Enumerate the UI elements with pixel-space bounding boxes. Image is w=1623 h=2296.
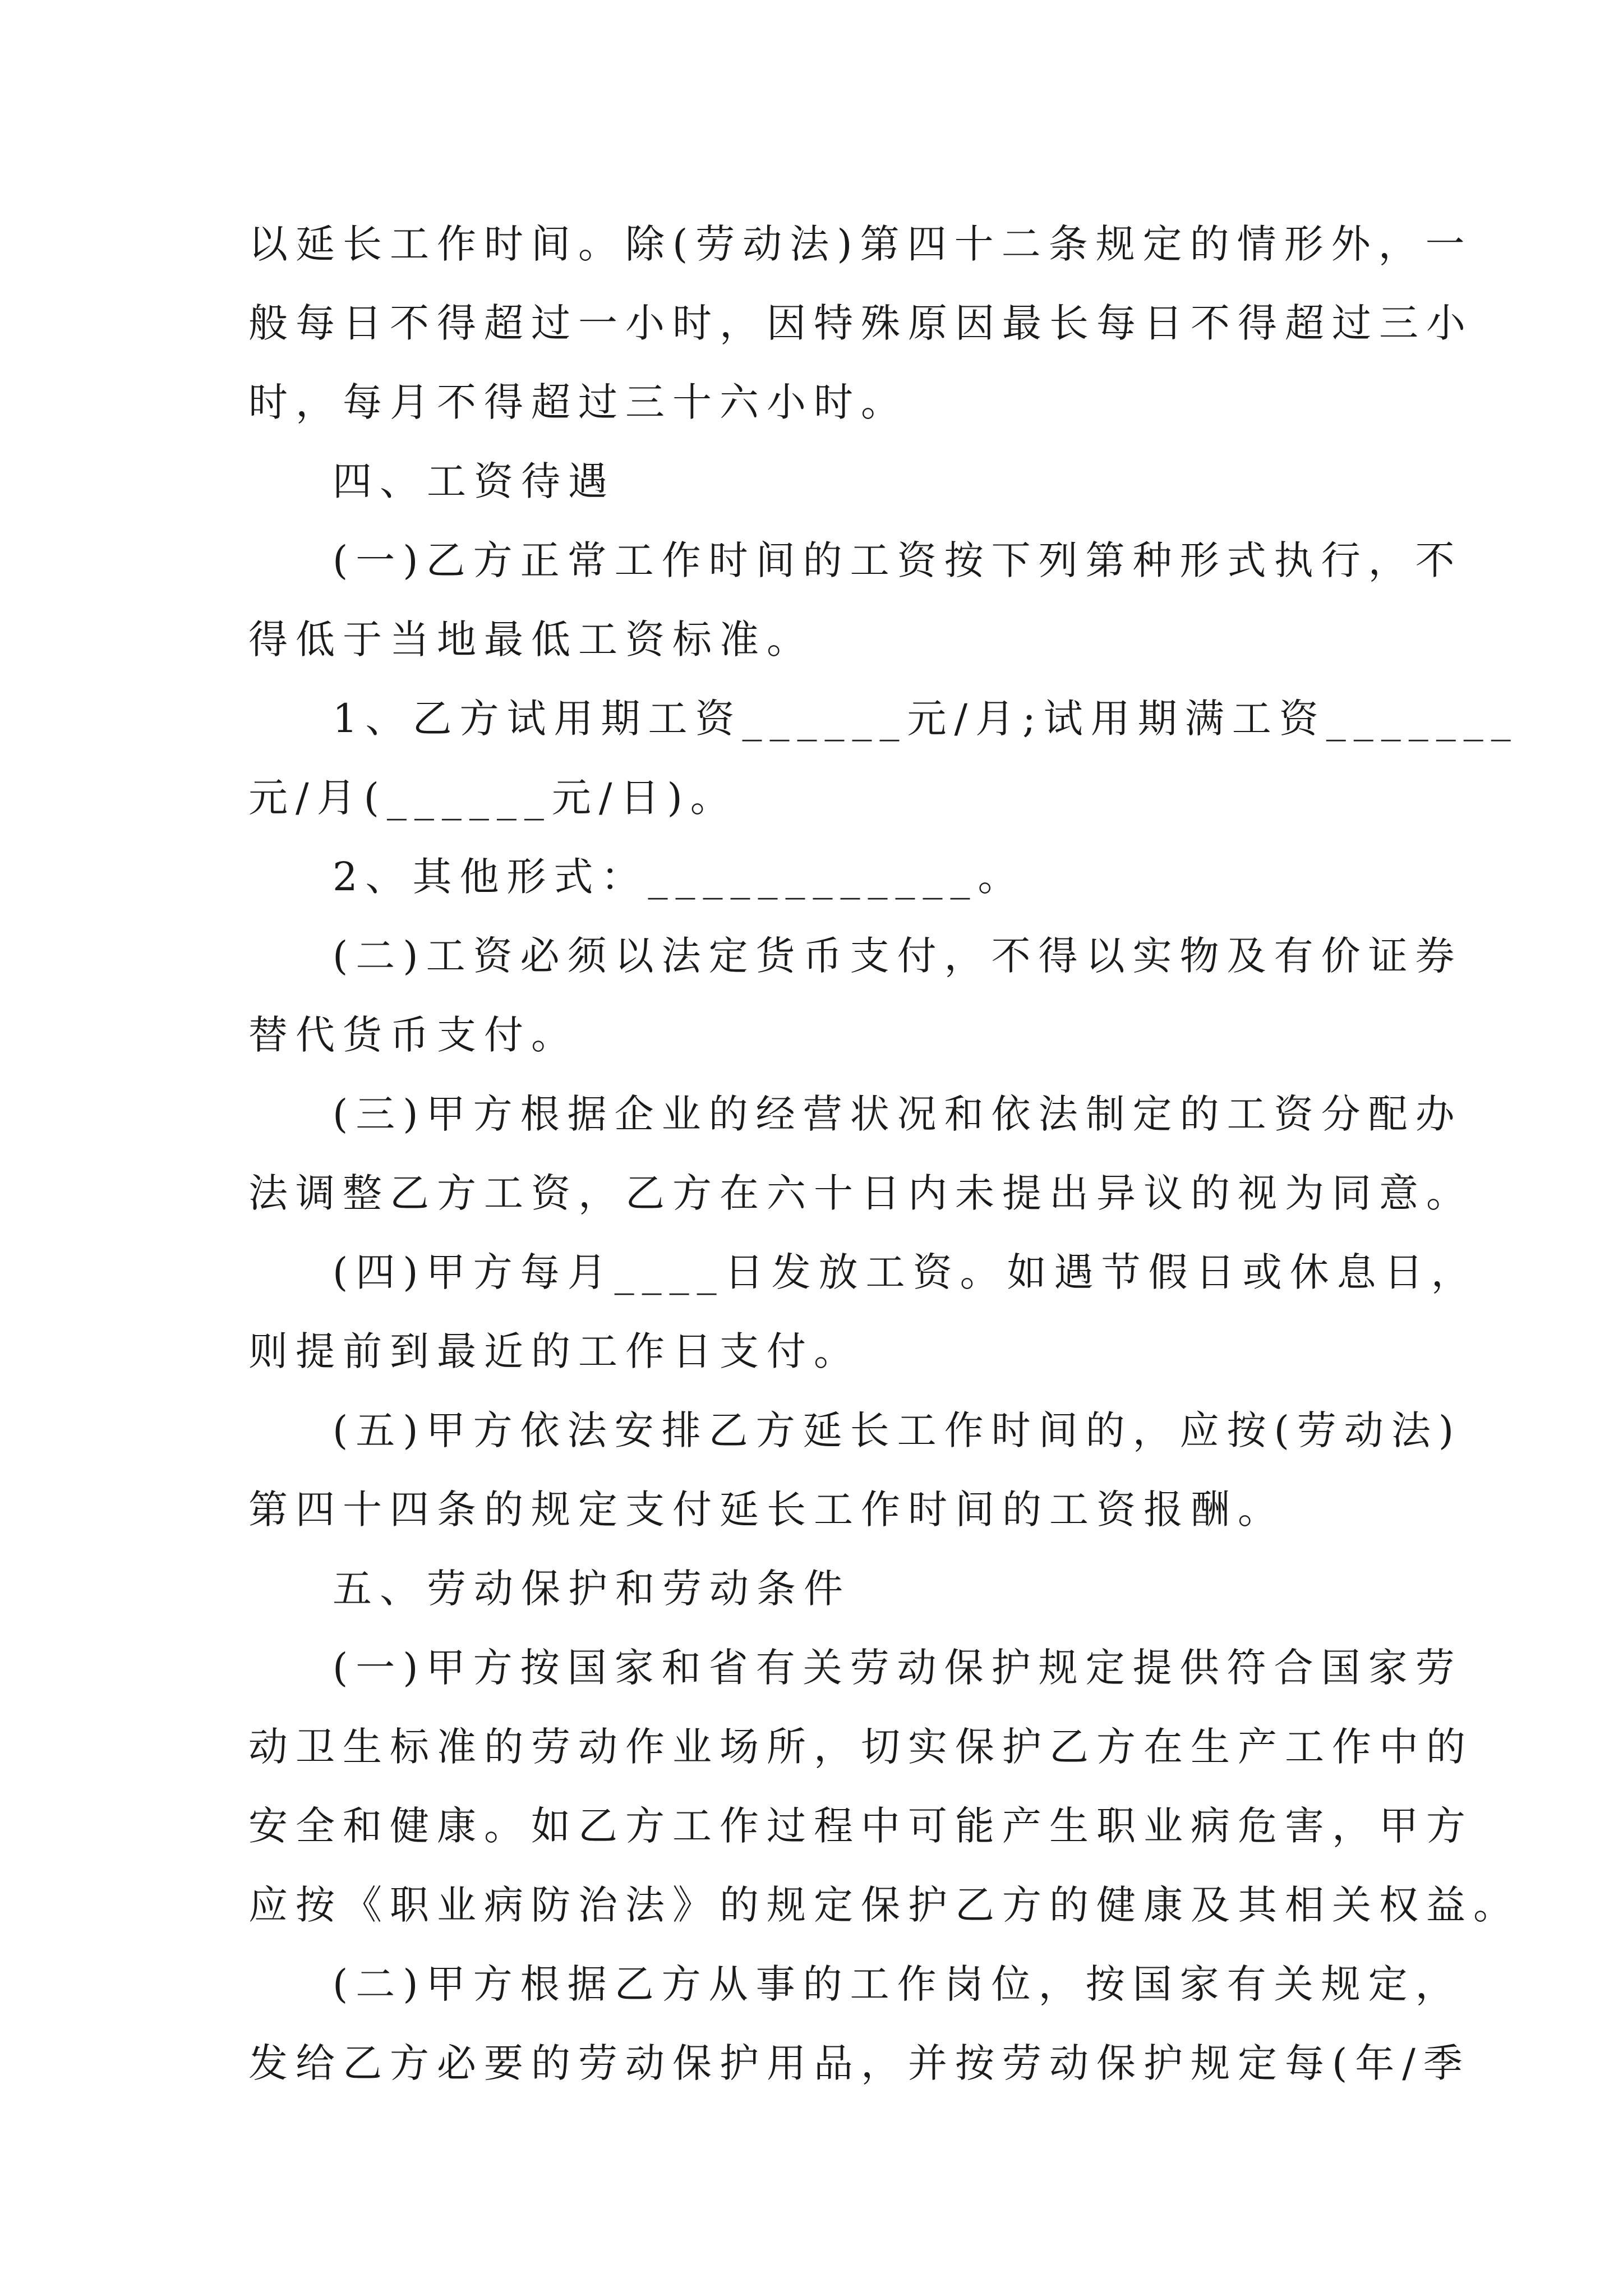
text-line: 则提前到最近的工作日支付。 [248,1328,861,1374]
text-line: 元/月(______元/日)。 [248,775,737,821]
text-line: 安全和健康。如乙方工作过程中可能产生职业病危害，甲方 [248,1803,1473,1849]
text-line: (四)甲方每月____日发放工资。如遇节假日或休息日， [333,1249,1478,1295]
text-line: 得低于当地最低工资标准。 [248,616,814,662]
text-line: 时，每月不得超过三十六小时。 [248,379,908,425]
text-line: (五)甲方依法安排乙方延长工作时间的，应按(劳动法) [333,1407,1462,1453]
text-line: (一)甲方按国家和省有关劳动保护规定提供符合国家劳 [333,1645,1463,1691]
document-body [248,205,1520,2103]
text-line: (二)甲方根据乙方从事的工作岗位，按国家有关规定， [333,1961,1463,2007]
text-line: 发给乙方必要的劳动保护用品，并按劳动保护规定每(年/季 [248,2040,1470,2086]
text-line: 般每日不得超过一小时，因特殊原因最长每日不得超过三小 [248,300,1473,346]
text-line: 替代货币支付。 [248,1012,578,1058]
text-line: (二)工资必须以法定货币支付，不得以实物及有价证券 [333,933,1463,979]
text-line: 第四十四条的规定支付延长工作时间的工资报酬。 [248,1487,1285,1533]
section-heading-labor-protection: 五、劳动保护和劳动条件 [333,1566,851,1612]
text-line: 1、乙方试用期工资______元/月;试用期满工资_______ [333,696,1519,742]
section-heading-wages: 四、工资待遇 [333,458,615,504]
text-line: 动卫生标准的劳动作业场所，切实保护乙方在生产工作中的 [248,1724,1473,1770]
text-line: 2、其他形式：____________。 [333,854,1025,900]
text-line: (三)甲方根据企业的经营状况和依法制定的工资分配办 [333,1091,1463,1137]
text-line: 法调整乙方工资，乙方在六十日内未提出异议的视为同意。 [248,1170,1473,1216]
text-line: (一)乙方正常工作时间的工资按下列第种形式执行，不 [333,537,1463,583]
text-line: 以延长工作时间。除(劳动法)第四十二条规定的情形外，一 [248,221,1473,267]
text-line: 应按《职业病防治法》的规定保护乙方的健康及其相关权益。 [248,1882,1520,1928]
